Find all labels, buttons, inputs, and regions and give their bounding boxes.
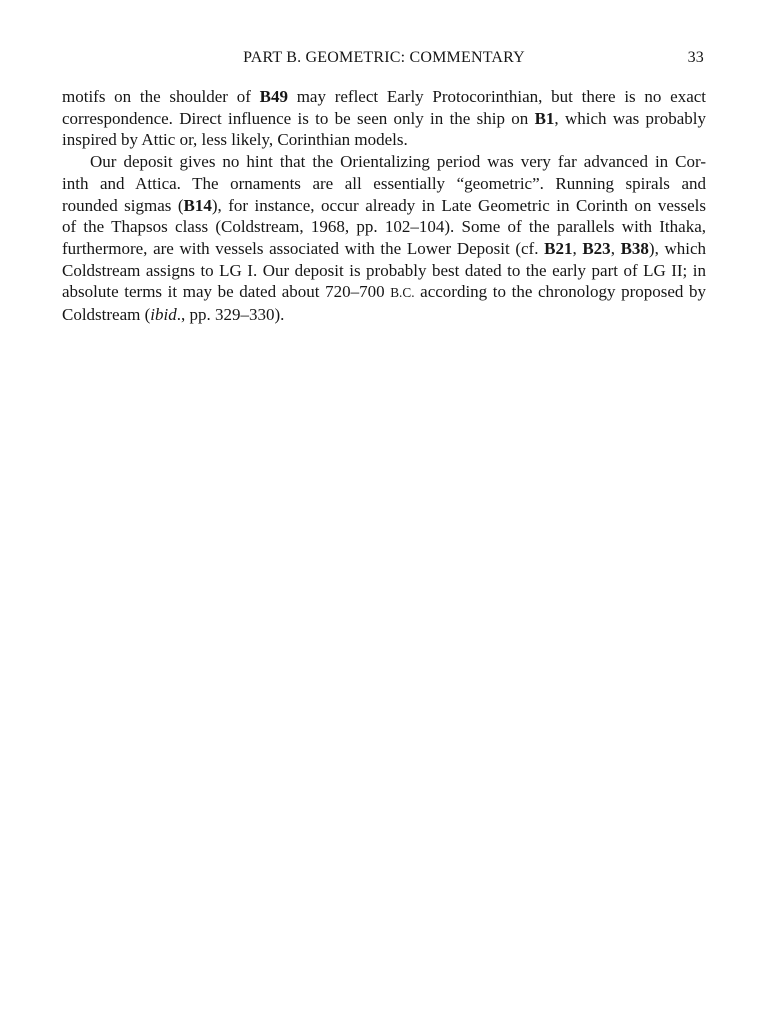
text-segment: inspired by Attic or, less likely, Corinthian models. [62, 130, 408, 150]
running-header [62, 48, 706, 68]
text-segment: furthermore, are with vessels associated with the Lower Deposit (cf. [62, 238, 545, 258]
text-line [62, 195, 706, 217]
body-text [62, 86, 706, 326]
text-segment: motifs on the shoulder of [62, 87, 260, 106]
text-segment: , [572, 238, 583, 258]
text-line [62, 216, 706, 238]
text-segment-italic: ibid [150, 305, 177, 325]
text-segment-bold: B1 [534, 108, 555, 128]
text-segment: ., pp. 329–330). [176, 305, 285, 325]
text-segment-smallcaps: B.C. [390, 285, 415, 301]
text-line [62, 108, 706, 130]
text-segment: correspondence. Direct influence is to be seen only in the ship on [62, 108, 535, 128]
text-line [62, 151, 706, 173]
text-segment: inth and Attica. The ornaments are all essentially “geometric”. Running spirals and [62, 173, 706, 193]
text-segment: may reflect Early Protocorinthian, but there is no exact [287, 87, 707, 106]
text-segment-bold: B49 [259, 87, 288, 106]
text-block [62, 48, 706, 326]
text-segment: Coldstream ( [62, 305, 151, 325]
text-segment-bold: B23 [582, 238, 611, 258]
text-segment: , which was probably [554, 108, 706, 128]
text-segment: absolute terms it may be dated about 720–700 [62, 282, 391, 302]
text-segment: Our deposit gives no hint that the Orientalizing period was very far advanced in Cor- [90, 152, 706, 172]
text-line [62, 86, 706, 108]
text-line [62, 173, 706, 195]
text-segment-bold: B38 [620, 238, 649, 258]
text-segment: according to the chronology proposed by [414, 282, 707, 302]
text-segment: ), for instance, occur already in Late Geometric in Corinth on vessels [211, 195, 706, 215]
text-line [62, 281, 706, 304]
text-line [62, 129, 706, 151]
text-segment: rounded sigmas ( [62, 195, 184, 215]
text-segment: , [610, 238, 621, 258]
text-line [62, 238, 706, 260]
text-segment: Coldstream assigns to LG I. Our deposit is probably best dated to the early part of LG II; in [62, 260, 706, 280]
text-line [62, 260, 706, 282]
text-line [62, 304, 706, 326]
text-segment: of the Thapsos class (Coldstream, 1968, pp. 102–104). Some of the parallels with Ithaka, [62, 217, 706, 237]
text-segment: ), which [648, 238, 707, 258]
text-segment-bold: B21 [544, 238, 573, 258]
text-segment-bold: B14 [183, 195, 212, 215]
page-number: 33 [687, 49, 704, 66]
page-header-title: PART B. GEOMETRIC: COMMENTARY [243, 49, 525, 66]
